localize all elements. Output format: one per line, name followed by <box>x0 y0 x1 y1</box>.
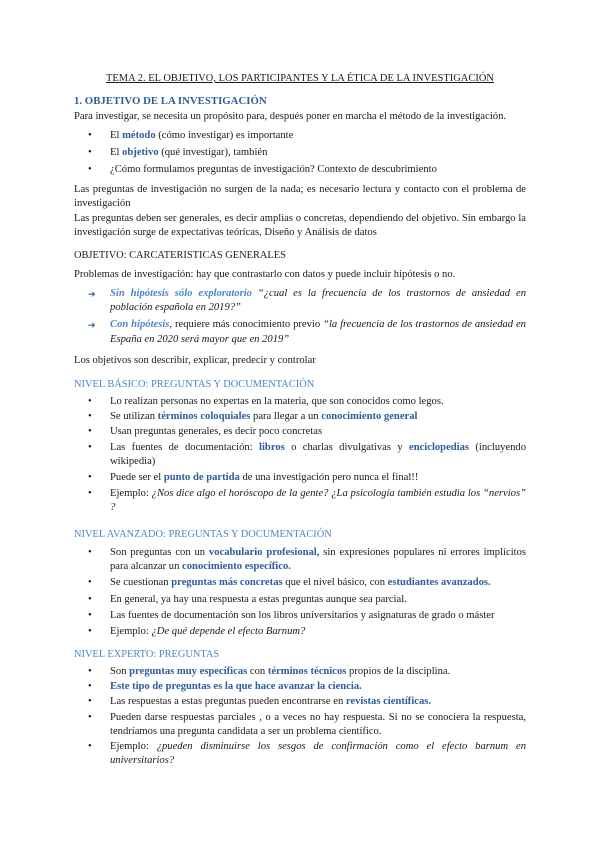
keyword: método <box>122 130 156 141</box>
list-item: ➔ Con hipótesis, requiere más conocimiento previo “la frecuencia de los trastornos de ansiedad en España en 2020 será mayor que en 2019” <box>74 318 526 346</box>
paragraph: Los objetivos son describir, explicar, predecir y controlar <box>74 355 316 366</box>
list-item: • Son preguntas con un vocabulario profesional, sin expresiones populares ni errores implícitos para alcanzar un conocimiento específico. <box>74 546 526 574</box>
list-item: • El objetivo (qué investigar), también <box>74 146 526 160</box>
basico-list <box>74 395 526 516</box>
list-item: • Ejemplo: ¿De qué depende el efecto Barnum? <box>74 625 526 639</box>
list-item: • Pueden darse respuestas parciales , o a veces no hay respuesta. Si no se conociera la respuesta, tendríamos una pregunta candidata a ser un problema científico. <box>74 711 526 739</box>
keyword: conocimiento general <box>321 411 418 423</box>
paragraph: Problemas de investigación: hay que contrastarlo con datos y puede incluir hipótesis o no. <box>74 269 456 280</box>
list-item: • ¿Cómo formulamos preguntas de investigación? Contexto de descubrimiento <box>74 163 526 177</box>
keyword: enciclopedias <box>409 441 470 453</box>
keyword: Sin hipótesis sólo exploratorio <box>110 288 252 299</box>
paragraph: Las preguntas de investigación no surgen de la nada; es necesario lectura y contacto con el problema de investigación <box>74 184 526 210</box>
paragraph: Las preguntas deben ser generales, es decir amplias o concretas, dependiendo del objetivo. Sin embargo la investigación surge de expectativas teóricas, Diseño y Análisis de datos <box>74 213 526 239</box>
keyword: libros <box>259 441 285 453</box>
section-heading-objetivo: 1. OBJETIVO DE LA INVESTIGACIÓN <box>74 95 267 107</box>
list-item: • Se cuestionan preguntas más concretas que el nivel básico, con estudiantes avanzados. <box>74 576 526 590</box>
list-item: • Puede ser el punto de partida de una investigación pero nunca el final!! <box>74 471 526 485</box>
list-item <box>74 680 526 694</box>
intro-bullet-list <box>74 129 526 178</box>
list-item: • En general, ya hay una respuesta a estas preguntas aunque sea parcial. <box>74 593 526 607</box>
experto-list <box>74 665 526 768</box>
intro-paragraph: Para investigar, se necesita un propósito para, después poner en marcha el método de la investigación. <box>74 111 507 122</box>
list-item: • Ejemplo: ¿Nos dice algo el horóscopo de la gente? ¿La psicología también estudia los “nervios” ? <box>74 487 526 515</box>
keyword: Este tipo de preguntas es la que hace avanzar la ciencia. <box>110 681 362 693</box>
keyword: estudiantes avanzados. <box>387 577 491 589</box>
keyword: términos coloquiales <box>157 411 251 423</box>
list-item: • Las fuentes de documentación: libros o charlas divulgativas y enciclopedias (incluyendo wikipedia) <box>74 441 526 469</box>
list-item: • Ejemplo: ¿pueden disminuirse los sesgos de confirmación como el efecto barnum en universitarios? <box>74 740 526 768</box>
keyword: punto de partida <box>163 472 240 484</box>
keyword: términos técnicos <box>267 666 347 677</box>
list-item: ➔ Sin hipótesis sólo exploratorio “¿cual es la frecuencia de los trastornos de ansiedad en población española en 2019?” <box>74 287 526 315</box>
keyword: conocimiento específico. <box>182 561 291 573</box>
hypothesis-list <box>74 287 526 347</box>
heading-nivel-basico: NIVEL BÁSICO: PREGUNTAS Y DOCUMENTACIÓN <box>74 379 315 390</box>
list-item: • Lo realizan personas no expertas en la materia, que son conocidos como legos. <box>74 395 526 409</box>
list-item: • Son preguntas muy específicas con términos técnicos propios de la disciplina. <box>74 665 526 679</box>
heading-nivel-experto: NIVEL EXPERTO: PREGUNTAS <box>74 649 220 660</box>
keyword: objetivo <box>122 147 159 159</box>
heading-nivel-avanzado: NIVEL AVANZADO: PREGUNTAS Y DOCUMENTACIÓN <box>74 529 332 540</box>
keyword: preguntas muy específicas <box>129 666 248 677</box>
list-item: • Se utilizan términos coloquiales para llegar a un conocimiento general <box>74 410 526 424</box>
keyword: revistas científicas. <box>345 696 432 708</box>
avanzado-list <box>74 546 526 639</box>
keyword: vocabulario profesional, <box>208 547 320 558</box>
list-item: • El método (cómo investigar) es importante <box>74 129 526 143</box>
list-item: • Las respuestas a estas preguntas pueden encontrarse en revistas científicas. <box>74 695 526 709</box>
keyword: Con hipótesis <box>110 319 170 331</box>
list-item: • Las fuentes de documentación son los libros universitarios y asignaturas de grado o máster <box>74 609 526 623</box>
keyword: preguntas más concretas <box>171 577 283 589</box>
document-title: TEMA 2. EL OBJETIVO, LOS PARTICIPANTES Y LA ÉTICA DE LA INVESTIGACIÓN <box>106 73 494 84</box>
subheading-objetivo: OBJETIVO: CARCATERISTICAS GENERALES <box>74 250 286 261</box>
list-item: • Usan preguntas generales, es decir poco concretas <box>74 425 526 439</box>
